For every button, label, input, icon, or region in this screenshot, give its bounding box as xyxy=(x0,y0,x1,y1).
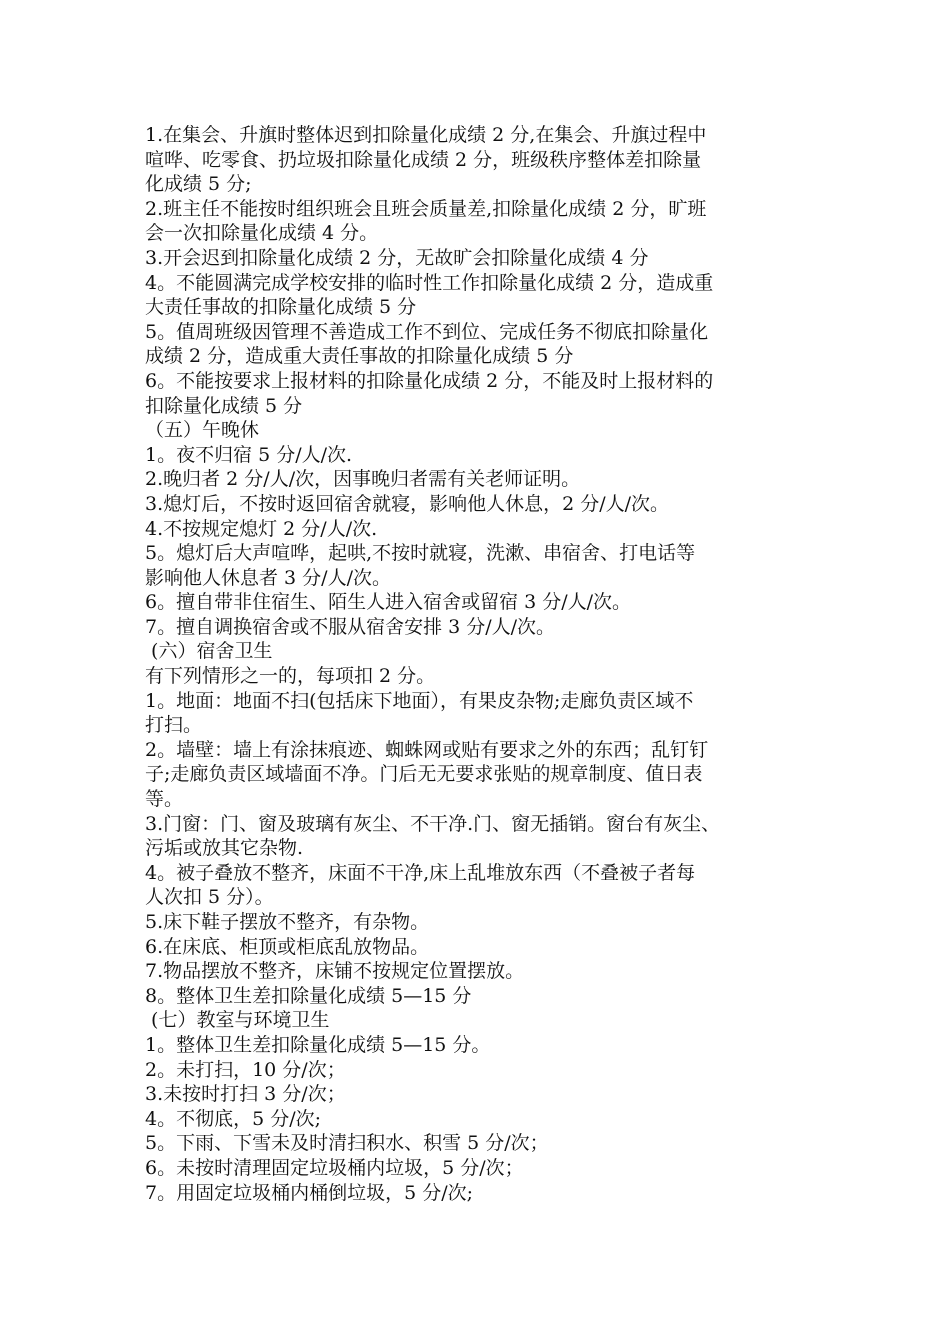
text-line: 5。值周班级因管理不善造成工作不到位、完成任务不彻底扣除量化 xyxy=(145,320,709,343)
document-body xyxy=(145,123,825,1205)
text-line: 1。整体卫生差扣除量化成绩 5—15 分。 xyxy=(145,1033,491,1056)
text-line: 子;走廊负责区域墙面不净。门后无无要求张贴的规章制度、值日表 xyxy=(145,763,703,786)
section-heading: （五）午晚休 xyxy=(145,419,260,442)
text-line: 5.床下鞋子摆放不整齐，有杂物。 xyxy=(145,911,430,933)
text-line: 1。地面：地面不扫(包括床下地面），有果皮杂物;走廊负责区域不 xyxy=(145,689,694,712)
text-line: 5。下雨、下雪未及时清扫积水、积雪 5 分/次； xyxy=(145,1132,549,1155)
text-line: 成绩 2 分，造成重大责任事故的扣除量化成绩 5 分 xyxy=(145,345,574,368)
text-line: 2。墙壁：墙上有涂抹痕迹、蜘蛛网或贴有要求之外的东西；乱钉钉 xyxy=(145,738,709,761)
text-line: 打扫。 xyxy=(145,714,203,737)
text-line: 4.不按规定熄灯 2 分/人/次. xyxy=(145,517,378,540)
text-line: 等。 xyxy=(145,788,184,811)
text-line: 6.在床底、柜顶或柜底乱放物品。 xyxy=(145,935,430,958)
text-line: 4。不能圆满完成学校安排的临时性工作扣除量化成绩 2 分，造成重 xyxy=(145,271,714,294)
text-line: 7.物品摆放不整齐，床铺不按规定位置摆放。 xyxy=(145,960,525,983)
text-line: 污垢或放其它杂物. xyxy=(145,837,304,860)
text-line: 3.熄灯后，不按时返回宿舍就寝，影响他人休息，2 分/人/次。 xyxy=(145,492,670,515)
text-line: 7。擅自调换宿舍或不服从宿舍安排 3 分/人/次。 xyxy=(145,615,556,638)
text-line: 6。未按时清理固定垃圾桶内垃圾，5 分/次； xyxy=(145,1156,524,1179)
section-heading: (七）教室与环境卫生 xyxy=(145,1009,330,1032)
text-line: 大责任事故的扣除量化成绩 5 分 xyxy=(145,296,417,319)
text-line: 3.未按时打扫 3 分/次； xyxy=(145,1083,346,1106)
text-line: 影响他人休息者 3 分/人/次。 xyxy=(145,566,391,589)
text-line: 1。夜不归宿 5 分/人/次. xyxy=(145,443,353,466)
text-line: 3.门窗：门、窗及玻璃有灰尘、不干净.门、窗无插销。窗台有灰尘、 xyxy=(145,812,721,835)
text-line: 2.班主任不能按时组织班会且班会质量差,扣除量化成绩 2 分，旷班 xyxy=(145,197,707,220)
text-line: 6。不能按要求上报材料的扣除量化成绩 2 分，不能及时上报材料的 xyxy=(145,369,714,392)
text-line: 化成绩 5 分; xyxy=(145,173,252,196)
text-line: 5。熄灯后大声喧哗，起哄,不按时就寝，洗漱、串宿舍、打电话等 xyxy=(145,542,696,565)
text-line: 4。不彻底，5 分/次; xyxy=(145,1107,322,1130)
text-line: 8。整体卫生差扣除量化成绩 5—15 分 xyxy=(145,984,472,1007)
text-line: 扣除量化成绩 5 分 xyxy=(145,394,303,417)
text-line: 4。被子叠放不整齐，床面不干净,床上乱堆放东西（不叠被子者每 xyxy=(145,861,696,884)
text-line: 3.开会迟到扣除量化成绩 2 分，无故旷会扣除量化成绩 4 分 xyxy=(145,246,649,269)
section-heading: (六）宿舍卫生 xyxy=(145,640,273,663)
text-line: 喧哗、吃零食、扔垃圾扣除量化成绩 2 分，班级秩序整体差扣除量 xyxy=(145,148,702,171)
text-line: 1.在集会、升旗时整体迟到扣除量化成绩 2 分,在集会、升旗过程中 xyxy=(145,124,707,146)
text-line: 有下列情形之一的，每项扣 2 分。 xyxy=(145,665,436,688)
text-line: 6。擅自带非住宿生、陌生人进入宿舍或留宿 3 分/人/次。 xyxy=(145,591,632,614)
text-line: 人次扣 5 分）。 xyxy=(145,886,274,909)
text-line: 2.晚归者 2 分/人/次，因事晚归者需有关老师证明。 xyxy=(145,468,581,491)
text-line: 会一次扣除量化成绩 4 分。 xyxy=(145,222,379,245)
text-line: 7。用固定垃圾桶内桶倒垃圾，5 分/次; xyxy=(145,1181,474,1204)
text-line: 2。未打扫，10 分/次； xyxy=(145,1058,346,1081)
